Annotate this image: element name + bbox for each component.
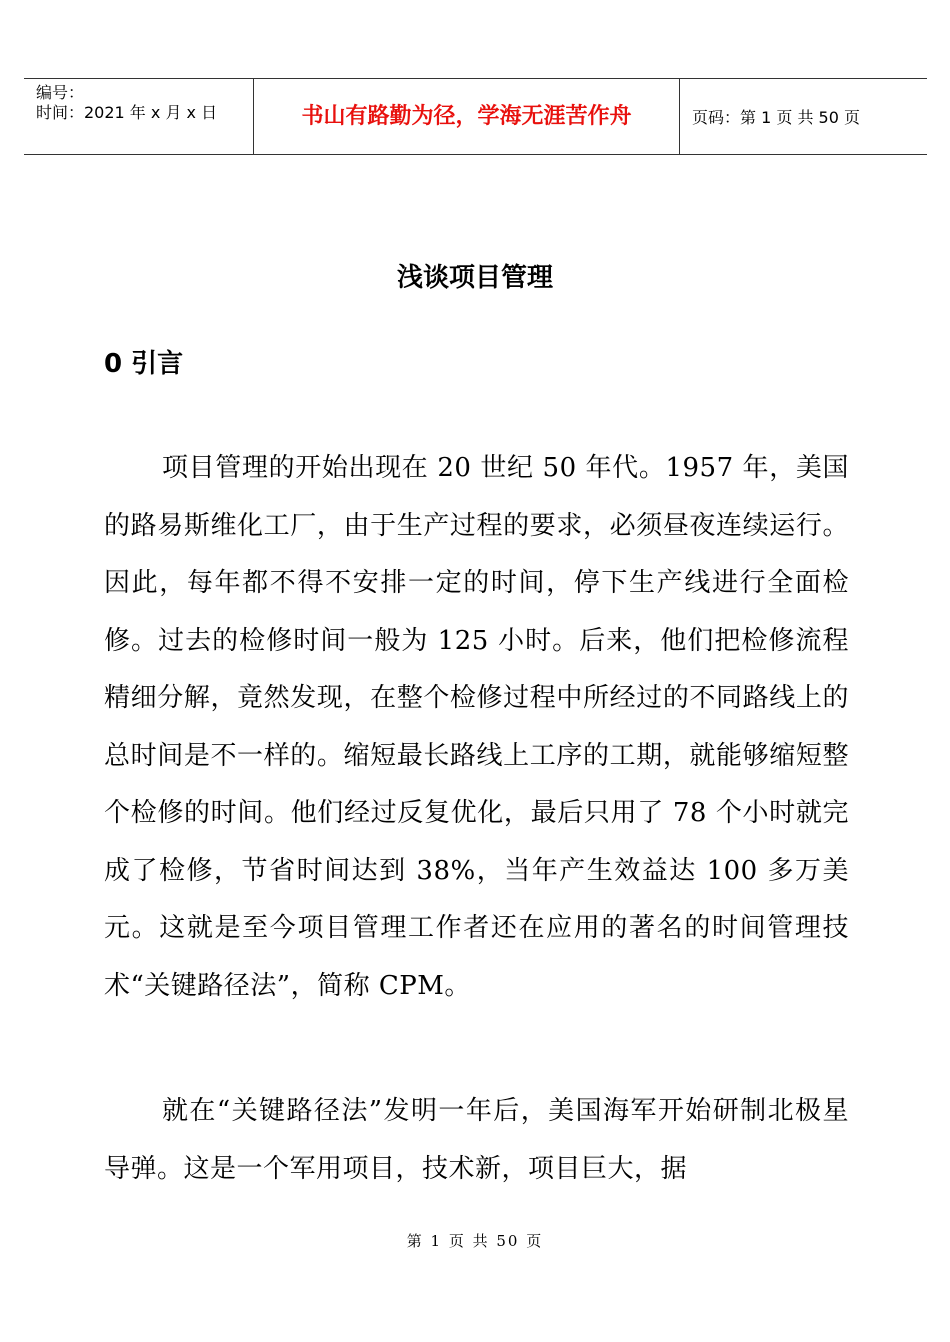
document-time-label: 时间：2021 年 x 月 x 日 <box>36 103 218 122</box>
header-page-info: 页码：第 1 页 共 50 页 <box>692 108 860 127</box>
header-meta <box>24 79 254 154</box>
page-header <box>24 78 927 155</box>
document-number-label: 编号： <box>36 83 85 102</box>
body-paragraph: 项目管理的开始出现在 20 世纪 50 年代。1957 年，美国的路易斯维化工厂，由于生产过程的要求，必须昼夜连续运行。因此，每年都不得不安排一定的时间，停下生产线进行全面检修。过去的检修时间一般为 125 小时。后来，他们把检修流程精细分解，竟然发现，在整个检修过程中所经过的不同路线上的总时间是不一样的。缩短最长路线上工序的工期，就能够缩短整个检修的时间。他们经过反复优化，最后只用了 78 个小时就完成了检修，节省时间达到 38%，当年产生效益达 100 多万美元。这就是至今项目管理工作者还在应用的著名的时间管理技术“关键路径法”，简称 CPM。 <box>104 453 849 1001</box>
page-footer: 第 1 页 共 50 页 <box>406 1232 544 1250</box>
section-heading: 0 引言 <box>104 349 184 379</box>
document-title: 浅谈项目管理 <box>396 263 553 293</box>
header-motto: 书山有路勤为径，学海无涯苦作舟 <box>254 79 680 154</box>
body-paragraph: 就在“关键路径法”发明一年后，美国海军开始研制北极星导弹。这是一个军用项目，技术新，项目巨大，据 <box>104 1096 849 1184</box>
